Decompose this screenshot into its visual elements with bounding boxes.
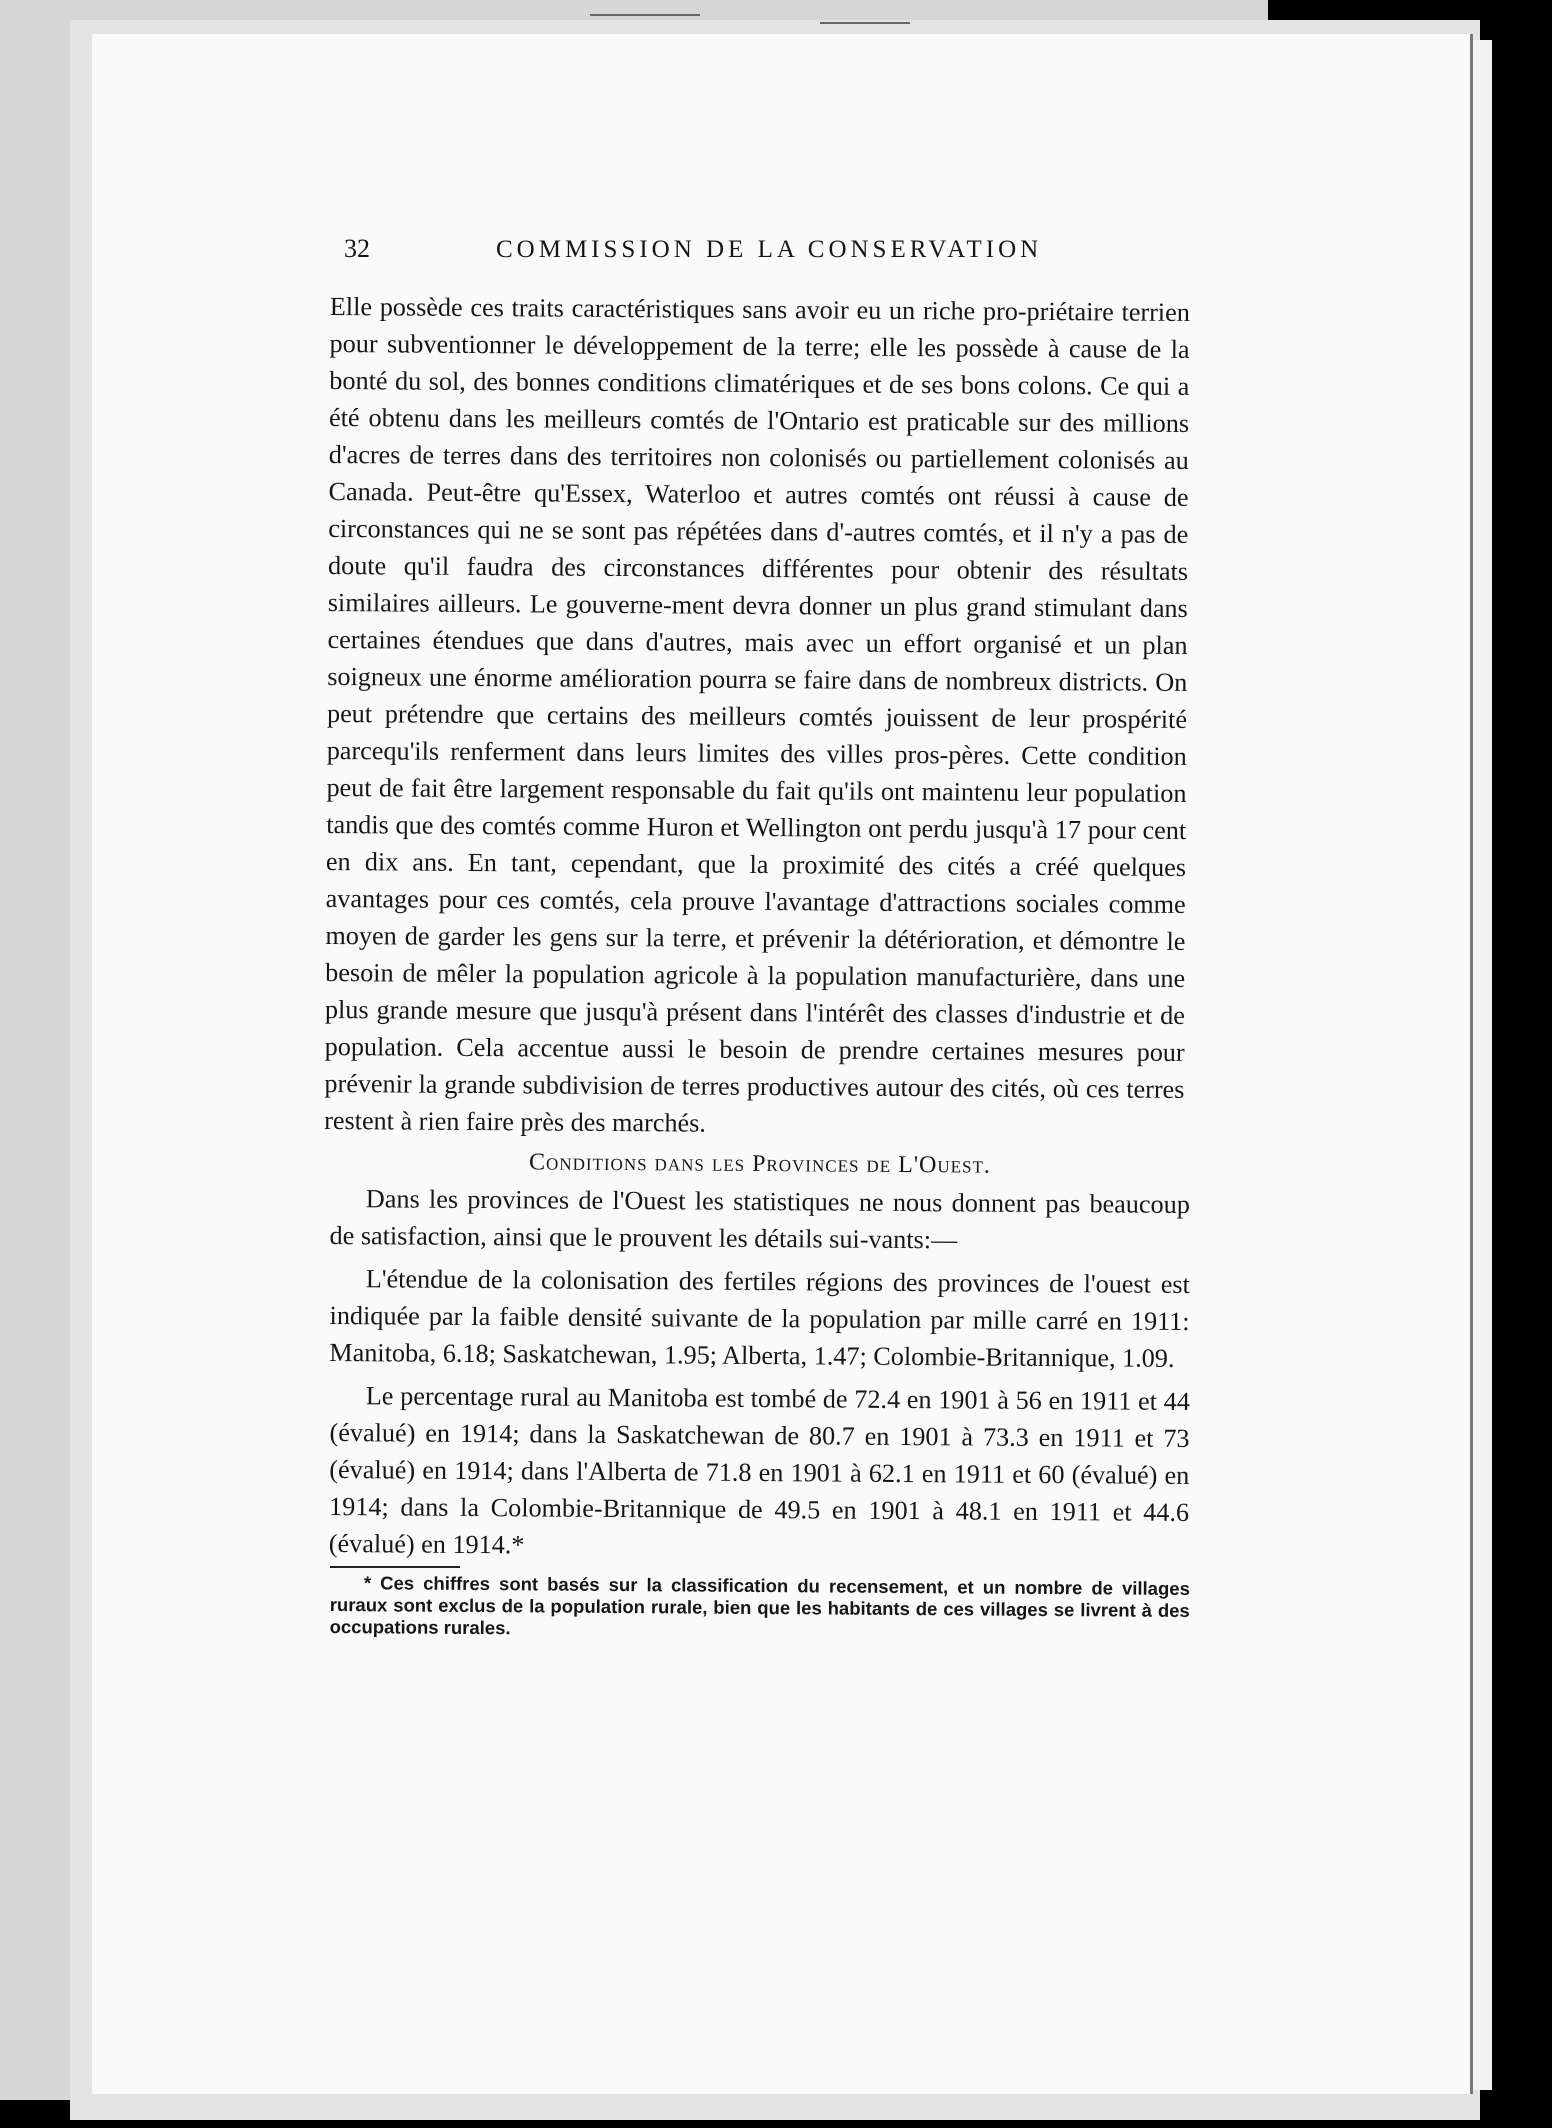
page-number: 32 (344, 234, 370, 263)
running-title: COMMISSION DE LA CONSERVATION (496, 236, 1043, 263)
scan-artifact (590, 14, 700, 16)
section-heading: Conditions dans les Provinces de L'Ouest. (528, 1149, 992, 1179)
footnote-divider (330, 1566, 460, 1568)
paragraph-counties: Elle possède ces traits caractéristiques sans avoir eu un riche pro-priétaire terrien pour subventionner le développement de la terre; elle les possède à cause de la bonté du sol, des bonnes conditions climatériques et de ses bons colons. Ce qui a été obtenu dans les meilleurs comtés de l'Ontario est praticable sur des millions d'acres de terres dans des territoires non colonisés ou partiellement colonisés au Canada. Peut-être qu'Essex, Waterloo et autres comtés ont réussi à cause de circonstances qui ne se sont pas répétées dans d'-autres comtés, et il n'y a pas de doute qu'il faudra des circonstances différentes pour obtenir des résultats similaires ailleurs. Le gouverne-ment devra donner un plus grand stimulant dans certaines étendues que dans d'autres, mais avec un effort organisé et un plan soigneux une énorme amélioration pourra se faire dans de nombreux districts. On peut prétendre que certains des meilleurs comtés jouissent de leur prospérité parcequ'ils renferment dans leurs limites des villes pros-pères. Cette condition peut de fait être largement responsable du fait qu'ils ont maintenu leur population tandis que des comtés comme Huron et Wellington ont perdu jusqu'à 17 pour cent en dix ans. En tant, cependant, que la proximité des cités a créé quelques avantages pour ces comtés, cela prouve l'avantage d'attractions sociales comme moyen de garder les gens sur la terre, et prévenir la détérioration, et démontre le besoin de mêler la population agricole à la population manufacturière, dans une plus grande mesure que jusqu'à présent dans l'intérêt des classes d'industrie et de population. Cela accentue aussi le besoin de prendre certaines mesures pour prévenir la grande subdivision de terres productives autour des cités, où ces terres restent à rien faire près des marchés. (324, 291, 1190, 1138)
paragraph-population-density: L'étendue de la colonisation des fertiles régions des provinces de l'ouest est indiquée par la faible densité suivante de la population par mille carré en 1911: Manitoba, 6.18; Saskatchewan, 1.95; Alberta, 1.47; Colombie-Britannique, 1.09. (329, 1264, 1190, 1373)
running-head (330, 234, 1190, 278)
paragraph-rural-percentage: Le percentage rural au Manitoba est tombé de 72.4 en 1901 à 56 en 1911 et 44 (évalué) en 1914; dans la Saskatchewan de 80.7 en 1901 à 73.3 en 1911 et 73 (évalué) en 1914; dans l'Alberta de 71.8 en 1901 à 62.1 en 1911 et 60 (évalué) en 1914; dans la Colombie-Britannique de 49.5 en 1901 à 48.1 en 1911 et 44.6 (évalué) en 1914.* (328, 1381, 1190, 1560)
footnote: * Ces chiffres sont basés sur la classification du recensement, et un nombre de villages ruraux sont exclus de la population rurale, bien que les habitants de ces villages se livrent à des occupations rurales. (329, 1572, 1190, 1639)
right-page-edge (1470, 40, 1492, 2090)
scan-artifact (820, 22, 910, 24)
page-content (324, 234, 1190, 1639)
paragraph-western-intro: Dans les provinces de l'Ouest les statistiques ne nous donnent pas beaucoup de satisfaction, ainsi que le prouvent les détails sui-vants:— (329, 1184, 1190, 1255)
